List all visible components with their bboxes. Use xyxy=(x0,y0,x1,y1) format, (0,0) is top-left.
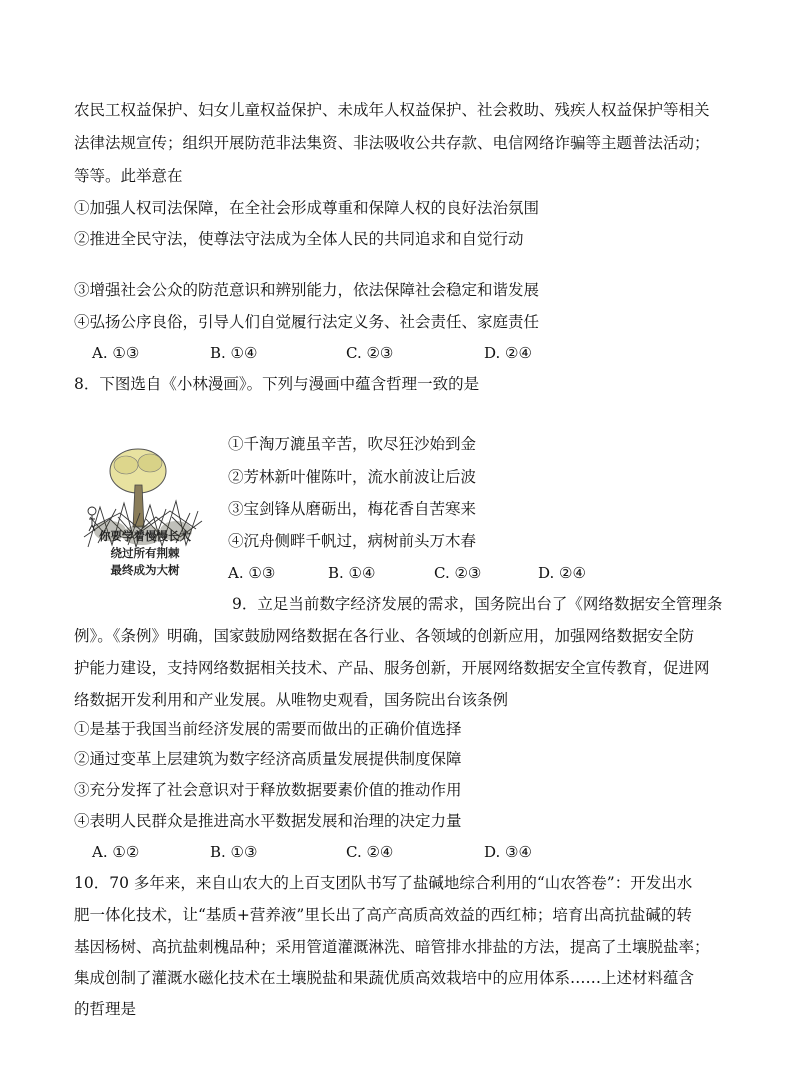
q7-option-c: C. ②③ xyxy=(346,344,394,362)
q8-option-a: A. ①③ xyxy=(228,564,276,582)
q7-statement-2: ②推进全民守法，使尊法守法成为全体人民的共同追求和自觉行动 xyxy=(74,230,524,248)
comic-caption-line-3: 最终成为大树 xyxy=(110,563,180,577)
q9-option-b: B. ①③ xyxy=(210,843,258,861)
q9-stem-line-1: 9．立足当前数字经济发展的需求，国务院出台了《网络数据安全管理条 xyxy=(232,595,723,613)
q8-option-d: D. ②④ xyxy=(538,564,586,582)
q10-stem-line-5: 的哲理是 xyxy=(74,1000,137,1018)
q8-stem: 8．下图选自《小林漫画》。下列与漫画中蕴含哲理一致的是 xyxy=(74,375,480,393)
q8-statement-2: ②芳林新叶催陈叶，流水前波让后波 xyxy=(228,468,477,486)
q9-option-a: A. ①② xyxy=(92,843,140,861)
q7-stem-line-1: 农民工权益保护、妇女儿童权益保护、未成年人权益保护、社会救助、残疾人权益保护等相关 xyxy=(74,101,710,119)
q9-stem-line-3: 护能力建设，支持网络数据相关技术、产品、服务创新，开展网络数据安全宣传教育，促进网 xyxy=(74,659,710,677)
q7-option-d: D. ②④ xyxy=(484,344,532,362)
q8-option-b: B. ①④ xyxy=(328,564,376,582)
comic-caption-line-2: 绕过所有荆棘 xyxy=(110,546,180,560)
q9-statement-1: ①是基于我国当前经济发展的需要而做出的正确价值选择 xyxy=(74,720,462,738)
comic-caption xyxy=(82,528,208,579)
q10-stem-line-4: 集成创制了灌溉水磁化技术在土壤脱盐和果蔬优质高效栽培中的应用体系……上述材料蕴含 xyxy=(74,969,695,987)
q10-stem-line-3: 基因杨树、高抗盐刺槐品种；采用管道灌溉淋洗、暗管排水排盐的方法，提高了土壤脱盐率； xyxy=(74,938,710,956)
q8-statement-1: ①千淘万漉虽辛苦，吹尽狂沙始到金 xyxy=(228,435,477,453)
q9-option-c: C. ②④ xyxy=(346,843,394,861)
q8-statement-3: ③宝剑锋从磨砺出，梅花香自苦寒来 xyxy=(228,500,477,518)
q9-statement-2: ②通过变革上层建筑为数字经济高质量发展提供制度保障 xyxy=(74,750,462,768)
q7-statement-1: ①加强人权司法保障，在全社会形成尊重和保障人权的良好法治氛围 xyxy=(74,199,540,217)
q9-stem-line-2: 例》。《条例》明确，国家鼓励网络数据在各行业、各领域的创新应用，加强网络数据安全防 xyxy=(74,627,695,645)
comic-caption-line-1: 你要学着慢慢长大 xyxy=(99,529,191,543)
q9-option-d: D. ③④ xyxy=(484,843,532,861)
q7-option-a: A. ①③ xyxy=(92,344,140,362)
q9-stem-line-4: 络数据开发利用和产业发展。从唯物史观看，国务院出台该条例 xyxy=(74,691,509,709)
q7-stem-line-3: 等等。此举意在 xyxy=(74,167,183,185)
q9-statement-4: ④表明人民群众是推进高水平数据发展和治理的决定力量 xyxy=(74,812,462,830)
q8-option-c: C. ②③ xyxy=(434,564,482,582)
q8-statement-4: ④沉舟侧畔千帆过，病树前头万木春 xyxy=(228,532,477,550)
q7-stem-line-2: 法律法规宣传；组织开展防范非法集资、非法吸收公共存款、电信网络诈骗等主题普法活动； xyxy=(74,134,710,152)
q7-option-b: B. ①④ xyxy=(210,344,258,362)
q10-stem-line-2: 肥一体化技术，让“基质+营养液”里长出了高产高质高效益的西红柿；培育出高抗盐碱的转 xyxy=(74,906,692,924)
q7-statement-4: ④弘扬公序良俗，引导人们自觉履行法定义务、社会责任、家庭责任 xyxy=(74,313,540,331)
q7-statement-3: ③增强社会公众的防范意识和辨别能力，依法保障社会稳定和谐发展 xyxy=(74,281,540,299)
q10-stem-line-1: 10．70 多年来，来自山农大的上百支团队书写了盐碱地综合利用的“山农答卷”：开发出水 xyxy=(74,874,693,892)
q9-statement-3: ③充分发挥了社会意识对于释放数据要素价值的推动作用 xyxy=(74,781,462,799)
